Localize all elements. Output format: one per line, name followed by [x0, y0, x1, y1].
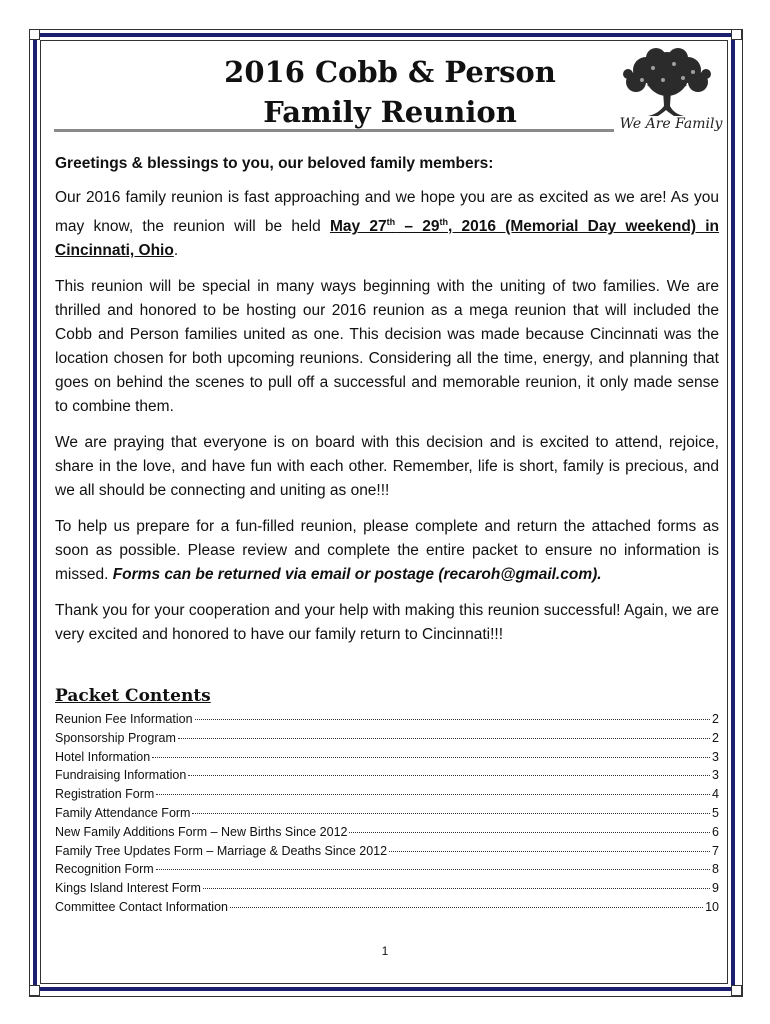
toc-item: Registration Form 4	[55, 787, 719, 802]
page-title	[170, 52, 610, 132]
toc-item: Kings Island Interest Form 9	[55, 881, 719, 896]
toc-item: Fundraising Information 3	[55, 768, 719, 783]
toc-item: Recognition Form 8	[55, 862, 719, 877]
toc-item: Sponsorship Program 2	[55, 730, 719, 745]
toc-item: Family Tree Updates Form – Marriage & Deaths Since 2012 7	[55, 843, 719, 858]
border-corner-ornament	[29, 985, 40, 996]
toc-item: Reunion Fee Information 2	[55, 712, 719, 726]
return-instructions: Forms can be returned via email or postage (recaroh@gmail.com).	[112, 566, 602, 584]
greeting: Greetings & blessings to you, our beloved family members:	[55, 155, 494, 172]
logo-tagline: We Are Family	[619, 116, 723, 132]
toc-item: Committee Contact Information 10	[55, 899, 719, 914]
paragraph-3: We are praying that everyone is on board with this decision and is excited to attend, rejoice, share in the love, and have fun with each other. Remember, life is short, family is precious, and we all should be connecting and uniting as one!!!	[55, 434, 719, 500]
title-line-2: Family Reunion	[263, 95, 517, 129]
page-number: 1	[381, 944, 389, 958]
letter-body	[55, 152, 719, 659]
toc-item: New Family Additions Form – New Births Since 2012 6	[55, 824, 719, 839]
paragraph-5: Thank you for your cooperation and your help with making this reunion successful! Again, we are very excited and honored to have our family return to Cincinnati!!!	[55, 602, 719, 644]
title-line-1: 2016 Cobb & Person	[224, 55, 556, 89]
paragraph-1: Our 2016 family reunion is fast approaching and we hope you are as excited as we are! As you may know, the reunion will be held May 27th – 29th, 2016 (Memorial Day weekend) in Cincinnati, Ohio.	[55, 189, 720, 260]
paragraph-4: To help us prepare for a fun-filled reunion, please complete and return the attached forms as soon as possible. Please review and complete the entire packet to ensure no information is missed. Forms can be returned via email or postage (recaroh@gmail.com).	[55, 518, 719, 584]
paragraph-2: This reunion will be special in many ways beginning with the uniting of two families. We are thrilled and honored to be hosting our 2016 reunion as a mega reunion that will included the Cobb and Person families united as one. This decision was made because Cincinnati was the location chosen for both upcoming reunions. Considering all the time, energy, and planning that goes on behind the scenes to pull off a successful and memorable reunion, it only made sense to combine them.	[55, 278, 719, 416]
border-corner-ornament	[29, 29, 40, 40]
title-divider	[54, 129, 614, 132]
reunion-date-location: May 27th – 29th, 2016 (Memorial Day weekend) in Cincinnati, Ohio	[55, 217, 720, 260]
packet-contents-heading: Packet Contents	[55, 686, 211, 706]
border-corner-ornament	[731, 29, 742, 40]
packet-contents-list	[55, 712, 719, 919]
border-corner-ornament	[731, 985, 742, 996]
toc-item: Hotel Information 3	[55, 749, 719, 764]
toc-item: Family Attendance Form 5	[55, 805, 719, 820]
